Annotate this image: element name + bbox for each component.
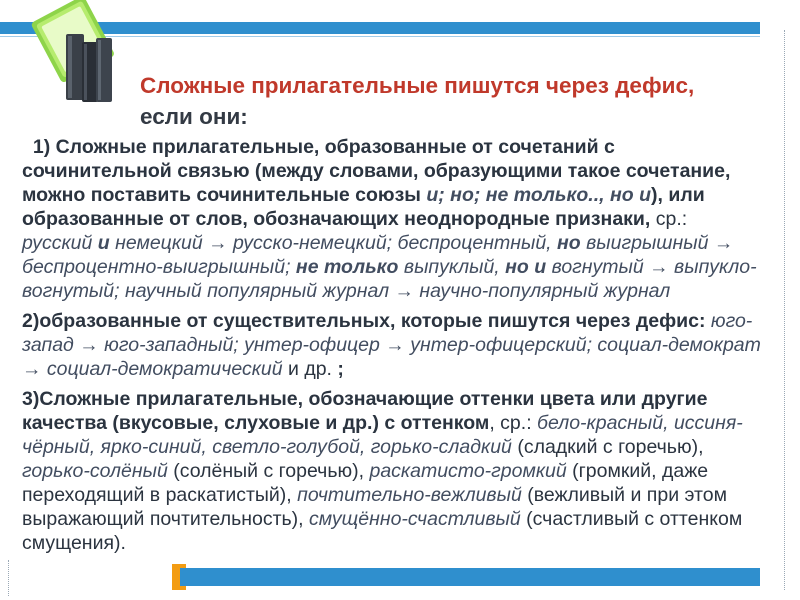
rule-2-paragraph (22, 309, 762, 381)
rule-3-paragraph (22, 387, 762, 555)
rule-3-gloss-1: (сладкий с горечью), (511, 436, 704, 458)
rule-3-text: 3)Сложные прилагательные, обозначающие оттенки цвета или другие качества (вкусовые, слуховые и др.) с оттенком (22, 388, 708, 434)
rule-1-conjunctions: и; но; не только.., но и (426, 184, 651, 206)
rule-1-text-cont: ), или образованные от слов, обозначающих неоднородные признаки, (22, 184, 705, 230)
right-dotted-guide (784, 30, 786, 590)
rule-2-etc: и др. (282, 358, 338, 380)
title-line-1: Сложные прилагательные пишутся через дефис, (140, 73, 695, 98)
rule-1-example-4: выпуклый, (403, 256, 500, 278)
rule-1-paragraph (22, 135, 762, 303)
rule-1-example-1: русский (22, 232, 93, 254)
rule-2-semicolon: ; (337, 358, 344, 380)
rule-1-conj-ne-tolko: не только (290, 256, 404, 278)
rule-3-gloss-2: (солёный с горечью), (167, 460, 370, 482)
slide-title (140, 70, 780, 132)
rule-1-conj-no: но (551, 232, 587, 254)
rule-1-text: 1) Сложные прилагательные, образованные от сочетаний с сочинительной связью (между словами, образующими такое сочетание, можно поставить сочинительные союзы (22, 136, 731, 206)
rule-3-example-3: раскатисто-громкий (369, 460, 567, 482)
rule-1-example-5: вогнутый → выпукло-вогнутый; научный популярный журнал → научно-популярный журнал (22, 256, 757, 302)
left-dotted-guide (8, 560, 10, 596)
rule-3-cf: , ср.: (489, 412, 538, 434)
rule-3-example-2: горько-солёный (22, 460, 168, 482)
rule-1-example-2: немецкий → русско-немецкий; беспроцентный, (115, 232, 552, 254)
rule-3-gloss-5: (счастливый с оттенком смущения). (22, 508, 743, 554)
rule-1-conj-i: и (92, 232, 116, 254)
rule-3-gloss-4: (вежливый и при этом выражающий почтительность), (22, 484, 727, 530)
rule-3-example-4: почтительно-вежливый (297, 484, 522, 506)
rule-1-example-3: выигрышный → беспроцентно-выигрышный; (22, 232, 734, 278)
title-line-2: если они: (140, 104, 248, 129)
rule-3-example-5: смущённо-счастливый (309, 508, 521, 530)
rule-1-conj-no-i: но и (499, 256, 552, 278)
bottom-accent-bar (180, 568, 760, 586)
rules-content (22, 135, 762, 561)
books-icon (14, 0, 132, 110)
rule-2-text: 2)образованные от существительных, которые пишутся через дефис: (22, 310, 706, 332)
rule-1-cf: ср.: (650, 208, 688, 230)
rule-3-gloss-3: (громкий, даже переходящий в раскатистый), (22, 460, 709, 506)
rule-3-example-1: бело-красный, иссиня-чёрный, ярко-синий, светло-голубой, горько-сладкий (22, 412, 743, 458)
rule-2-examples: юго-запад → юго-западный; унтер-офицер → унтер-офицерский; социал-демократ → социал-демократический (22, 310, 761, 380)
